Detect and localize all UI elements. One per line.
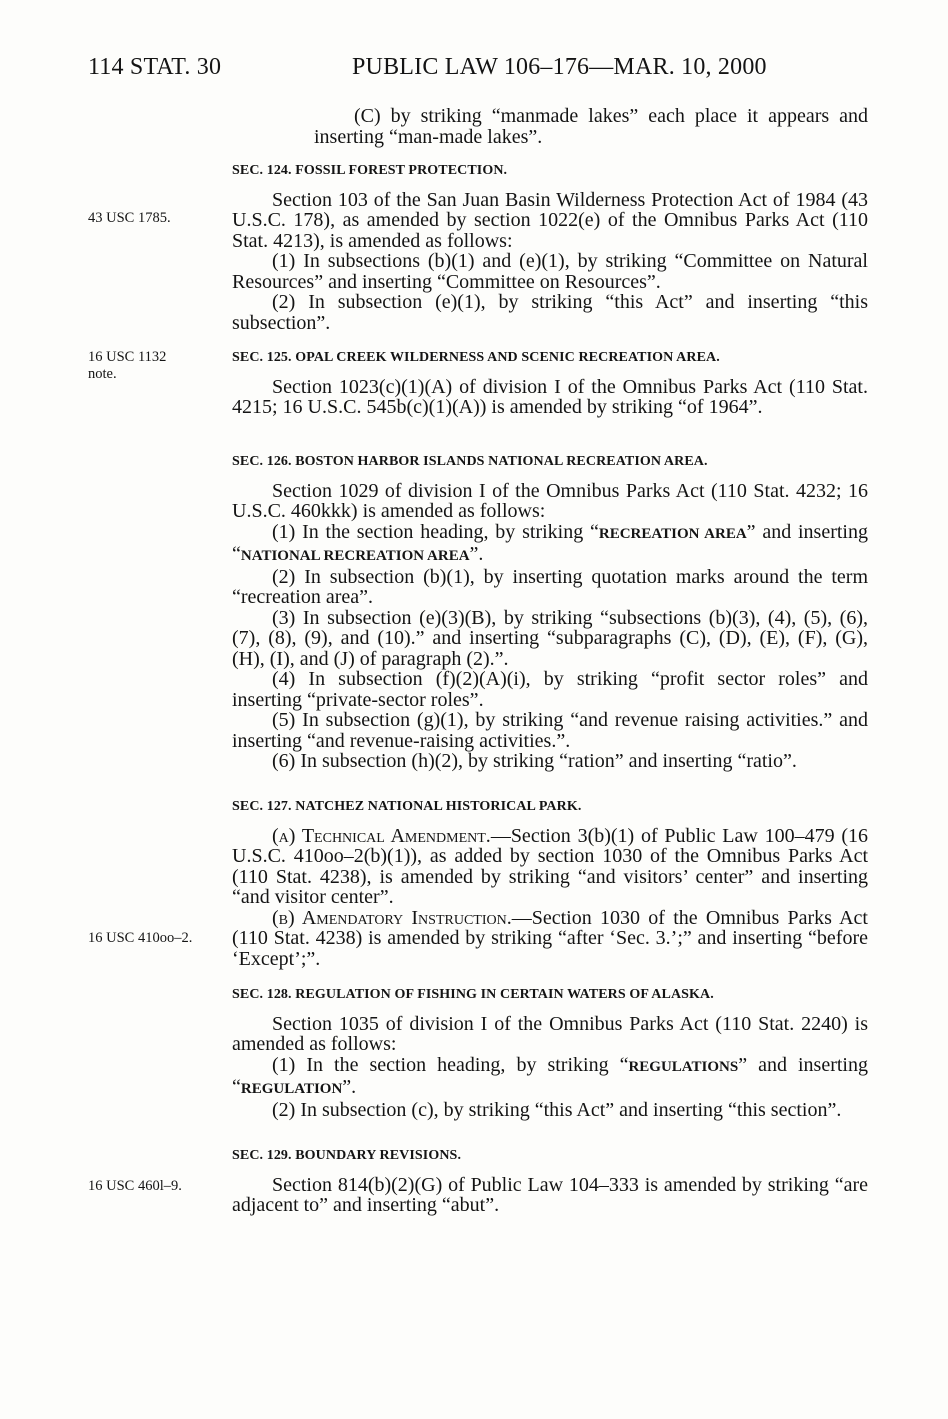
section-127 (232, 797, 868, 969)
section-heading: SEC. 128. REGULATION OF FISHING IN CERTAIN WATERS OF ALASKA. (232, 987, 714, 1002)
small-caps-term: RECREATION AREA (598, 525, 747, 542)
margin-note-16-usc-410oo-2: 16 USC 410oo–2. (88, 930, 193, 946)
section-heading: SEC. 127. NATCHEZ NATIONAL HISTORICAL PARK. (232, 799, 582, 814)
text-run: ” and inserting “ (232, 1053, 868, 1098)
margin-note-16-usc-1132 (88, 349, 166, 383)
section-126 (232, 452, 868, 772)
intro-paragraph-c (232, 106, 868, 147)
text-run: —Section 1030 of the Omnibus Parks Act (110 Stat. 4238) is amended by striking “after ‘Sec. 3.’;” and inserting “before ‘Except’;”. (232, 906, 868, 970)
section-128 (232, 985, 868, 1120)
section-124 (232, 161, 868, 333)
paragraph: Section 1035 of division I of the Omnibus Parks Act (110 Stat. 2240) is amended as follows: (232, 1012, 868, 1055)
text-run: ”. (342, 1076, 357, 1098)
margin-note-line: 16 USC 1132 (88, 349, 167, 365)
paragraph: (2) In subsection (c), by striking “this Act” and inserting “this section”. (272, 1098, 842, 1121)
subsection-label: (a) Technical Amendment. (272, 824, 491, 847)
paragraph (232, 1055, 868, 1100)
section-heading: SEC. 129. BOUNDARY REVISIONS. (232, 1148, 462, 1163)
paragraph: (6) In subsection (h)(2), by striking “ration” and inserting “ratio”. (272, 750, 797, 772)
paragraph: Section 1029 of division I of the Omnibus Parks Act (110 Stat. 4232; 16 U.S.C. 460kkk) is amended as follows: (232, 479, 868, 522)
paragraph: Section 1023(c)(1)(A) of division I of the Omnibus Parks Act (110 Stat. 4215; 16 U.S.C. 545b(c)(1)(A)) is amended by striking “of 1964”. (232, 375, 868, 418)
paragraph: (1) In subsections (b)(1) and (e)(1), by striking “Committee on Natural Resources” and inserting “Committee on Resources”. (232, 250, 868, 293)
section-heading: SEC. 125. OPAL CREEK WILDERNESS AND SCENIC RECREATION AREA. (232, 350, 720, 365)
margin-note-line: note. (88, 366, 117, 382)
subsection-label: (b) Amendatory Instruction. (272, 906, 512, 929)
small-caps-term: REGULATION (240, 1081, 343, 1097)
section-125 (232, 348, 868, 418)
paragraph: (2) In subsection (e)(1), by striking “this Act” and inserting “this subsection”. (232, 291, 868, 334)
paragraph: (C) by striking “manmade lakes” each place it appears and inserting “man-made lakes”. (314, 105, 868, 148)
margin-note-43-usc-1785: 43 USC 1785. (88, 210, 171, 226)
paragraph: Section 814(b)(2)(G) of Public Law 104–333 is amended by striking “are adjacent to” and inserting “abut”. (232, 1173, 868, 1216)
paragraph (232, 522, 868, 567)
section-heading: SEC. 124. FOSSIL FOREST PROTECTION. (232, 163, 508, 178)
text-run: —Section 3(b)(1) of Public Law 100–479 (16 U.S.C. 410oo–2(b)(1)), as added by section 1030 of the Omnibus Parks Act (110 Stat. 4238), is amended by striking “and visitors’ center” and inserting “and visitor center”. (232, 824, 868, 908)
section-heading: SEC. 126. BOSTON HARBOR ISLANDS NATIONAL RECREATION AREA. (232, 454, 708, 469)
text-run: ” and inserting “ (232, 520, 868, 565)
margin-note-16-usc-460l-9: 16 USC 460l–9. (88, 1178, 182, 1194)
paragraph (232, 826, 868, 908)
small-caps-term: REGULATIONS (628, 1058, 739, 1075)
paragraph: (5) In subsection (g)(1), by striking “and revenue raising activities.” and inserting “and revenue-raising activities.”. (232, 709, 868, 752)
paragraph: (2) In subsection (b)(1), by inserting quotation marks around the term “recreation area”. (232, 565, 868, 608)
paragraph (232, 908, 868, 970)
text-run: (1) In the section heading, by striking “ (272, 520, 599, 543)
paragraph: Section 103 of the San Juan Basin Wilderness Protection Act of 1984 (43 U.S.C. 178), as amended by section 1022(e) of the Omnibus Parks Act (110 Stat. 4213), is amended as follows: (232, 188, 868, 252)
small-caps-term: NATIONAL RECREATION AREA (240, 548, 470, 564)
paragraph: (4) In subsection (f)(2)(A)(i), by striking “profit sector roles” and inserting “private-sector roles”. (232, 668, 868, 711)
paragraph: (3) In subsection (e)(3)(B), by striking “subsections (b)(3), (4), (5), (6), (7), (8), (9), and (10).” and inserting “subparagraphs (C), (D), (E), (F), (G), (H), (I), and (J) of paragraph (2).”. (232, 606, 868, 670)
text-run: ”. (469, 543, 484, 565)
text-run: (1) In the section heading, by striking “ (272, 1053, 629, 1076)
page-header-public-law: PUBLIC LAW 106–176—MAR. 10, 2000 (352, 54, 767, 80)
page-header-stat-number: 114 STAT. 30 (88, 54, 222, 80)
section-129 (232, 1146, 868, 1216)
